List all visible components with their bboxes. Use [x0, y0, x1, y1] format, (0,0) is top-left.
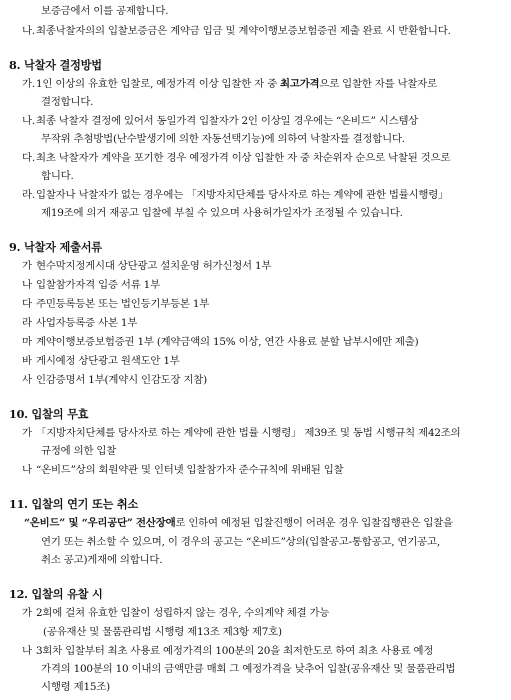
- list-item: 바 게시예정 상단광고 원색도안 1부: [22, 355, 180, 367]
- doc-list-item: 가 「지방자치단체를 당사자로 하는 계약에 관한 법률 시행령」 제39조 및 동법 시행규칙 제42조의: [22, 427, 461, 439]
- list-marker: 가.: [22, 78, 35, 90]
- section-heading-12: 12. 입찰의 유찰 시: [9, 587, 103, 601]
- doc-list-item: 가.1인 이상의 유효한 입찰로, 예정가격 이상 입찰한 자 중 최고가격으로 입찰한 자를 낙찰자로: [22, 78, 437, 90]
- list-marker: 나: [22, 645, 32, 657]
- doc-list-item: 다.최초 낙찰자가 계약을 포기한 경우 예정가격 이상 입찰한 자 중 차순위자 순으로 낙찰된 것으로: [22, 152, 451, 164]
- list-marker: 다.: [22, 152, 35, 164]
- list-marker: 나.: [22, 115, 35, 127]
- list-item: 가 현수막지정게시대 상단광고 설치운영 허가신청서 1부: [22, 260, 272, 272]
- section-heading-11: 11. 입찰의 연기 또는 취소: [9, 497, 139, 511]
- section-heading-10: 10. 입찰의 무효: [9, 407, 89, 421]
- list-marker: 라.: [22, 189, 35, 201]
- doc-list-item: 나 “온비드”상의 회원약관 및 인터넷 입찰참가자 준수규칙에 위배된 입찰: [22, 464, 344, 476]
- doc-list-item: 라.입찰자나 낙찰자가 없는 경우에는 「지방자치단체를 당사자로 하는 계약에 관한 법률시행령」: [22, 189, 449, 201]
- doc-line: 결정합니다.: [41, 96, 94, 108]
- doc-line: 무작위 추첨방법(난수발생기에 의한 자동선택기능)에 의하여 낙찰자를 결정합니다.: [41, 133, 405, 145]
- section-heading-9: 9. 낙찰자 제출서류: [9, 240, 102, 254]
- doc-paragraph-line: “온비드” 및 “우리공단” 전산장애로 인하여 예정된 입찰진행이 어려운 경우 입찰집행관은 입찰을: [24, 517, 453, 529]
- doc-line: 취소 공고)게재에 의합니다.: [41, 554, 163, 566]
- list-marker: 라: [22, 317, 32, 329]
- doc-line: 합니다.: [41, 170, 74, 182]
- list-item: 다 주민등록등본 또는 법인등기부등본 1부: [22, 298, 210, 310]
- list-marker: 나.: [22, 25, 35, 37]
- doc-list-item: 나.최종 낙찰자 결정에 있어서 동일가격 입찰자가 2인 이상일 경우에는 “온비드” 시스템상: [22, 115, 419, 127]
- list-marker: 다: [22, 298, 32, 310]
- list-marker: 마: [22, 336, 32, 348]
- doc-line: (공유재산 및 물품관리법 시행령 제13조 제3항 제7호): [43, 626, 282, 638]
- list-marker: 나: [22, 464, 32, 476]
- doc-list-item: 나.최종낙찰자의의 입찰보증금은 계약금 입금 및 계약이행보증보험증권 제출 완료 시 반환합니다.: [22, 25, 451, 37]
- doc-line: 연기 또는 취소할 수 있으며, 이 경우의 공고는 “온비드”상의(입찰공고-통합공고, 연기공고,: [41, 536, 440, 548]
- doc-line: 규정에 의한 입찰: [41, 445, 117, 457]
- doc-line: 제19조에 의거 재공고 입찰에 부칠 수 있으며 사용허가일자가 조정될 수 있습니다.: [41, 207, 403, 219]
- list-marker: 사: [22, 374, 32, 386]
- list-marker: 가: [22, 427, 32, 439]
- list-marker: 바: [22, 355, 32, 367]
- doc-line: 시행령 제15조): [41, 681, 110, 693]
- section-heading-8: 8. 낙찰자 결정방법: [9, 58, 102, 72]
- list-marker: 가: [22, 260, 32, 272]
- list-marker: 나: [22, 279, 32, 291]
- doc-list-item: 나 3회차 입찰부터 최초 사용료 예정가격의 100분의 20을 최저한도로 하여 최초 사용료 예정: [22, 645, 434, 657]
- doc-line: 가격의 100분의 10 이내의 금액만큼 매회 그 예정가격을 낮추어 입찰(공유재산 및 물품관리법: [41, 663, 456, 675]
- doc-list-item: 가 2회에 걸쳐 유효한 입찰이 성립하지 않는 경우, 수의계약 체결 가능: [22, 607, 330, 619]
- list-marker: 가: [22, 607, 32, 619]
- list-item: 나 입찰참가자격 입증 서류 1부: [22, 279, 160, 291]
- list-item: 마 계약이행보증보험증권 1부 (계약금액의 15% 이상, 연간 사용료 분할 납부시에만 제출): [22, 336, 419, 348]
- list-item: 라 사업자등록증 사본 1부: [22, 317, 138, 329]
- doc-line: 보증금에서 이를 공제합니다.: [41, 5, 169, 17]
- list-item: 사 인감증명서 1부(계약시 인감도장 지참): [22, 374, 207, 386]
